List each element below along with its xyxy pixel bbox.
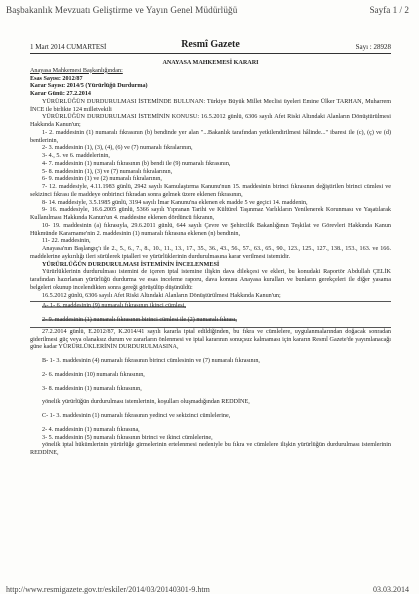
struck-text: 2- 9. maddesinin (1) numaralı fıkrasının birinci cümlesi ile (2) numaralı fıkrası,: [42, 317, 237, 323]
paragraph: yönelik yürürlüğün durdurulması istemlerinin, koşulları oluşmadığından REDDİNE,: [42, 399, 250, 406]
paragraph: YÜRÜRLÜĞÜN DURDURULMASI İSTEMİNİN KONUSU: 16.5.2012 günlü, 6306 sayılı Afet Riski Altındaki Alanların Dönüştürülmesi Hakkında Kanun'un;: [30, 114, 391, 128]
paragraph: 3- 4., 5. ve 6. maddelerinin,: [42, 153, 110, 159]
paragraph: 3- 8. maddesinin (1) numaralı fıkrasının,: [42, 385, 142, 392]
header-publisher: Başbakanlık Mevzuatı Geliştirme ve Yayın Genel Müdürlüğü: [6, 5, 238, 15]
subsection-title: YÜRÜRLÜĞÜN DURDURULMASI İSTEMİNİN İNCELENMESİ: [42, 261, 220, 268]
paragraph: [30, 303, 391, 311]
footer-url: http://www.resmigazete.gov.tr/eskiler/2014/03/20140301-9.htm: [6, 585, 210, 594]
footer-date: 03.03.2014: [373, 585, 409, 594]
paragraph: yönelik iptal hükümlerinin yürürlüğe girmelerinin ertelenmesi nedeniyle bu fıkra ve cümlelere ilişkin yürürlüğün durdurulması istemlerinin REDDİNE,: [30, 442, 391, 456]
print-header: [6, 5, 413, 19]
struck-text: A- 1- 6. maddesinin (9) numaralı fıkrasının ikinci cümlesi,: [42, 303, 186, 310]
paragraph: [30, 317, 391, 325]
paragraph: 16.5.2012 günlü, 6306 sayılı Afet Riski Altındaki Alanların Dönüştürülmesi Hakkında Kanun'un;: [42, 292, 281, 299]
paragraph: 2- 6. maddesinin (10) numaralı fıkrasının,: [42, 371, 145, 378]
paragraph: 4- 7. maddesinin (1) numaralı fıkrasının (b) bendi ile (9) numaralı fıkrasının,: [42, 160, 231, 167]
highlighted-block: [30, 301, 391, 328]
paragraph: Anayasa'nın Başlangıç'ı ile 2., 5., 6., 7., 8., 10., 11., 13., 17., 35., 36., 43., 56., 57., 63., 65., 90., 123., 125., 127., 138., 153., 163. ve 166. maddelerine aykırılığı ileri sürülerek iptalleri ve yürürlüklerinin durdurulmasına karar verilmesi istemidir.: [30, 246, 391, 260]
paragraph: 27.2.2014 günlü, E.2012/87, K.2014/41 sayılı kararla iptal edildiğinden, bu fıkra ve cümlelere, uygulanmalarından doğacak sonradan giderilmesi güç veya olanaksız durum ve zararların önlenmesi ve iptal kararının sonuçsuz kalmaması için kararın Resmî Gazete'de yayımlanacağı güne kadar YÜRÜRLÜKLERİNİN DURDURULMASINA,: [30, 328, 391, 351]
paragraph: 2- 4. maddesinin (1) numaralı fıkrasına,: [42, 426, 140, 433]
document-body: [30, 60, 391, 458]
paragraph: Karar Sayısı: 2014/5 (Yürürlüğü Durdurma): [30, 83, 148, 90]
gazette-title: Resmî Gazete: [181, 39, 240, 50]
header-rule: [30, 53, 391, 54]
paragraph: Yürürlüklerinin durdurulması istemini de içeren iptal istemine ilişkin dava dilekçesi ve ekleri, bu konudaki Raportör Abdullah ÇELİK tarafından hazırlanan yürürlüğü durdurma ve esas inceleme raporu, dava konusu Anayasa kuralları ve bunların gerekçeleri ile diğer yasama belgeleri okunup incelendikten sonra gereği görüşülüp düşünüldü:: [30, 269, 391, 291]
paragraph: 9- 16. maddesiyle, 16.6.2005 günlü, 5366 sayılı Yıpranan Tarihi ve Kültürel Taşınmaz Varlıkların Yenilenerek Korunması ve Yaşatılarak Kullanılması Hakkında Kanun'un 4. maddesine eklenen dördüncü fıkranın,: [30, 207, 391, 221]
gazette-issue: Sayı : 28928: [355, 43, 391, 51]
paragraph: Anayasa Mahkemesi Başkanlığından:: [30, 67, 123, 74]
paragraph: Karar Günü: 27.2.2014: [30, 91, 91, 97]
paragraph: B- 1- 3. maddesinin (4) numaralı fıkrasının birinci cümlesinin ve (7) numaralı fıkrasının,: [42, 358, 260, 364]
paragraph: C- 1- 3. maddesinin (1) numaralı fıkrasının yedinci ve sekizinci cümlelerine,: [42, 413, 231, 419]
paragraph: YÜRÜRLÜĞÜN DURDURULMASI İSTEMİNDE BULUNAN: Türkiye Büyük Millet Meclisi üyeleri Emine Ülker TARHAN, Muharrem İNCE ile birlikte 124 milletvekili: [30, 98, 391, 113]
paragraph: Esas Sayısı: 2012/87: [30, 75, 83, 82]
gazette-header: [30, 40, 391, 52]
section-title: ANAYASA MAHKEMESİ KARARI: [162, 60, 259, 66]
header-page-number: Sayfa 1 / 2: [369, 5, 409, 15]
paragraph: 7- 12. maddesiyle, 4.11.1983 günlü, 2942 sayılı Kamulaştırma Kanunu'nun 15. maddesinin birinci fıkrasının değiştirilen birinci cümlesi ve sekizinci fıkrası ile maddeye onbirinci fıkradan sonra gelmek üzere eklenen fıkrasının,: [30, 184, 391, 198]
paragraph: 2- 3. maddesinin (1), (3), (4), (6) ve (7) numaralı fıkralarının,: [42, 145, 193, 152]
paragraph: 5- 8. maddesinin (1), (3) ve (7) numaralı fıkralarının,: [42, 168, 173, 175]
gazette-date: 1 Mart 2014 CUMARTESİ: [30, 43, 107, 51]
paragraph: 10- 19. maddesinin (a) fıkrasıyla, 29.6.2011 günlü, 644 sayılı Çevre ve Şehircilik Bakanlığının Teşkilat ve Görevleri Hakkında Kanun Hükmünde Kararname'nin 2. maddesinin (1) numaralı fıkrasına eklenen (n) bendinin,: [30, 222, 391, 237]
paragraph: 1- 2. maddesinin (1) numaralı fıkrasının (b) bendinde yer alan "...Bakanlık tarafından yetkilendirilmesi hâlinde..." ibaresi ile (c), (ç) ve (d) bentlerinin,: [30, 129, 391, 144]
paragraph: 3- 5. maddesinin (5) numaralı fıkrasının birinci ve ikinci cümlelerine,: [42, 434, 213, 441]
paragraph: 8- 14. maddesiyle, 3.5.1985 günlü, 3194 sayılı İmar Kanunu'na eklenen ek madde 5 ve geçici 14. maddenin,: [42, 199, 308, 206]
paragraph: 6- 9. maddesinin (1) ve (2) numaralı fıkralarının,: [42, 176, 162, 183]
paragraph: 11- 22. maddesinin,: [42, 238, 91, 245]
